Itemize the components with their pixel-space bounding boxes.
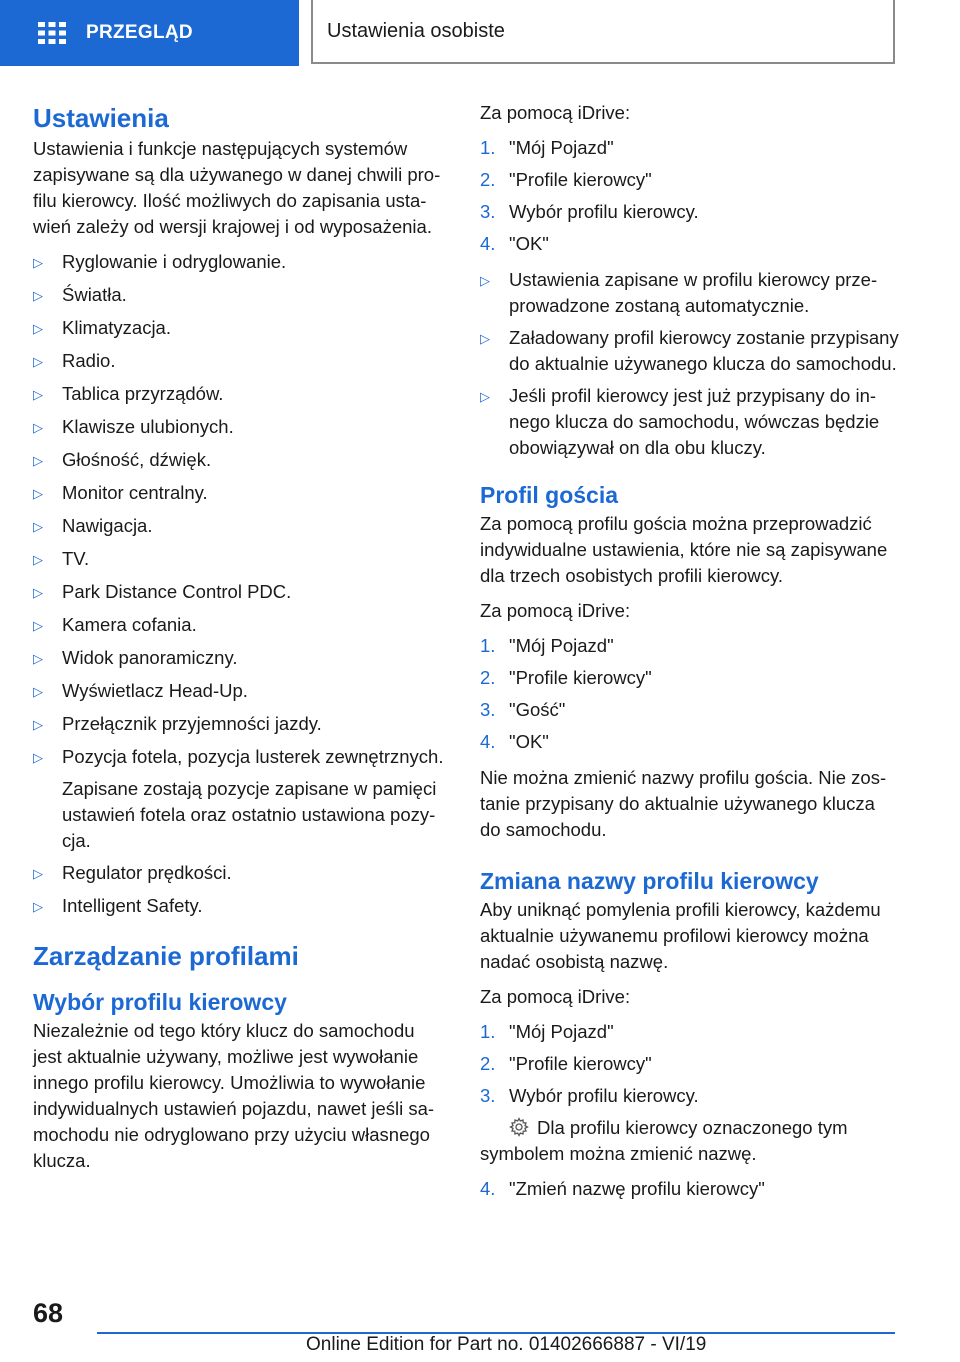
settings-bullet-list [33,249,448,920]
bullet-text [62,744,448,854]
triangle-bullet-icon: ▷ [33,717,43,732]
paragraph-settings: Ustawienia i funkcje następujących systemów zapisywane są dla używanego w danej chwili profilu kierowcy. Ilość możliwych do zapisania ustawień zależy od wersji krajowej i od wyposażenia. [33,138,441,237]
heading-profile-management: Zarządzanie profilami [33,941,299,971]
bullet-text [62,513,448,540]
triangle-bullet-icon: ▷ [33,618,43,633]
triangle-bullet-icon: ▷ [480,331,490,346]
left-column [33,100,448,1183]
result-bullet-list [480,267,900,461]
step-number: 3. [480,1085,496,1106]
triangle-bullet-icon: ▷ [33,486,43,501]
step-number: 2. [480,1053,496,1074]
step-item [480,633,900,659]
page-number: 68 [33,1298,64,1328]
heading-settings: Ustawienia [33,103,169,133]
bullet-text [62,711,448,738]
triangle-bullet-icon: ▷ [33,288,43,303]
step-item [480,199,900,225]
section-title: Ustawienia osobiste [327,19,505,42]
section-title-tab[interactable] [311,0,895,64]
bullet-item [33,414,448,441]
bullet-item [33,678,448,705]
triangle-bullet-icon: ▷ [33,866,43,881]
step-text: "Profile kierowcy" [509,667,652,688]
triangle-bullet-icon: ▷ [33,519,43,534]
bullet-item [33,711,448,738]
triangle-bullet-icon: ▷ [33,420,43,435]
step-text: "OK" [509,731,549,752]
step-text: Wybór profilu kierowcy. [509,1085,699,1106]
bullet-text [62,249,448,276]
bullet-text [62,546,448,573]
step-number: 4. [480,233,496,254]
bullet-item [33,860,448,887]
gear-icon [509,1117,529,1137]
bullet-text-main: Monitor centralny. [62,482,208,503]
bullet-text [62,612,448,639]
bullet-text-main: Nawigacja. [62,515,153,536]
step-text: "Gość" [509,699,566,720]
step-text: "OK" [509,233,549,254]
bullet-text-main: Regulator prędkości. [62,862,232,883]
bullet-text [62,348,448,375]
bullet-text [62,414,448,441]
triangle-bullet-icon: ▷ [33,255,43,270]
bullet-text [62,860,448,887]
bullet-text [62,893,448,920]
step-item [480,1176,900,1202]
bullet-text [62,645,448,672]
bullet-item [480,383,900,461]
bullet-text-main: Tablica przyrządów. [62,383,224,404]
right-column [480,100,900,1212]
bullet-text-main: Widok panoramiczny. [62,647,238,668]
bullet-text [62,381,448,408]
idrive-intro-1: Za pomocą iDrive: [480,102,631,123]
triangle-bullet-icon: ▷ [33,899,43,914]
step-item [480,697,900,723]
step-item [480,1083,900,1109]
triangle-bullet-icon: ▷ [33,750,43,765]
gear-note-text: Dla profilu kierowcy oznaczonego tym symbolem można zmienić nazwę. [480,1117,848,1164]
triangle-bullet-icon: ▷ [33,684,43,699]
triangle-bullet-icon: ▷ [33,585,43,600]
bullet-text [509,267,900,319]
step-number: 2. [480,667,496,688]
bullet-text-main: Przełącznik przyjemności jazdy. [62,713,322,734]
bullet-text-main: TV. [62,548,90,569]
bullet-text-main: Radio. [62,350,116,371]
step-item [480,1019,900,1045]
bullet-text-main: Klawisze ulubionych. [62,416,234,437]
step-list-2 [480,633,900,755]
step-number: 4. [480,731,496,752]
bullet-text-main: Klimatyzacja. [62,317,171,338]
step-item [480,135,900,161]
bullet-item [33,249,448,276]
bullet-text-main: Załadowany profil kierowcy zostanie przypisany do aktualnie używanego klucza do samochodu. [509,327,899,374]
step-text: "Mój Pojazd" [509,1021,614,1042]
triangle-bullet-icon: ▷ [33,651,43,666]
step-list-3-final [480,1176,900,1202]
bullet-item [33,480,448,507]
overview-tab-label: PRZEGLĄD [86,22,193,43]
bullet-item [33,744,448,854]
top-bar [0,0,960,66]
bullet-item [33,645,448,672]
paragraph-guest-note: Nie można zmienić nazwy profilu gościa. Nie zostanie przypisany do aktualnie używanego klucza do samochodu. [480,767,887,840]
triangle-bullet-icon: ▷ [480,273,490,288]
paragraph-select-profile: Niezależnie od tego który klucz do samochodu jest aktualnie używany, możliwe jest wywołanie innego profilu kierowcy. Umożliwia to wywołanie indywidualnych ustawień pojazdu, nawet jeśli samochodu nie odryglowano przy użyciu własnego klucza. [33,1020,435,1171]
triangle-bullet-icon: ▷ [480,389,490,404]
step-number: 4. [480,1178,496,1199]
bullet-item [33,612,448,639]
step-item [480,1051,900,1077]
step-list-1 [480,135,900,257]
bullet-text-main: Ustawienia zapisane w profilu kierowcy przeprowadzone zostaną automatycznie. [509,269,878,316]
bullet-text-main: Jeśli profil kierowcy jest już przypisany do innego klucza do samochodu, wówczas będzie obowiązywał on dla obu kluczy. [509,385,880,458]
bullet-text-main: Wyświetlacz Head-Up. [62,680,248,701]
heading-select-profile: Wybór profilu kierowcy [33,989,287,1015]
triangle-bullet-icon: ▷ [33,321,43,336]
bullet-text-main: Ryglowanie i odryglowanie. [62,251,287,272]
triangle-bullet-icon: ▷ [33,387,43,402]
step-text: "Mój Pojazd" [509,137,614,158]
bullet-item [480,267,900,319]
step-text: "Zmień nazwę profilu kierowcy" [509,1178,765,1199]
bullet-text [509,383,900,461]
step-item [480,665,900,691]
step-item [480,729,900,755]
bullet-item [33,381,448,408]
idrive-intro-3: Za pomocą iDrive: [480,986,631,1007]
triangle-bullet-icon: ▷ [33,552,43,567]
bullet-text [62,282,448,309]
step-number: 3. [480,699,496,720]
bullet-item [33,546,448,573]
bullet-text-main: Światła. [62,284,127,305]
edition-note: Online Edition for Part no. 01402666887 - VI/19 [306,1334,707,1355]
bullet-text [62,447,448,474]
heading-rename-profile: Zmiana nazwy profilu kierowcy [480,868,819,894]
bullet-text [62,678,448,705]
step-item [480,167,900,193]
footer [0,1290,960,1362]
step-text: "Profile kierowcy" [509,169,652,190]
paragraph-rename-profile: Aby uniknąć pomylenia profili kierowcy, każdemu aktualnie używanemu profilowi kierowcy można nadać osobistą nazwę. [480,899,881,972]
bullet-text [62,579,448,606]
bullet-text-main: Intelligent Safety. [62,895,203,916]
step-number: 1. [480,137,496,158]
bullet-item [480,325,900,377]
step-text: Wybór profilu kierowcy. [509,201,699,222]
step-text: "Profile kierowcy" [509,1053,652,1074]
bullet-item [33,282,448,309]
gear-note [480,1115,900,1167]
bullet-text [62,315,448,342]
bullet-text-main: Pozycja fotela, pozycja lusterek zewnętrznych. [62,746,444,767]
bullet-text [62,480,448,507]
bullet-text-main: Kamera cofania. [62,614,197,635]
step-text: "Mój Pojazd" [509,635,614,656]
grid-menu-icon [38,22,66,44]
heading-guest-profile: Profil gościa [480,482,619,508]
bullet-item [33,348,448,375]
paragraph-guest-profile: Za pomocą profilu gościa można przeprowadzić indywidualne ustawienia, które nie są zapisywane dla trzech osobistych profili kierowcy. [480,513,888,586]
bullet-text-main: Park Distance Control PDC. [62,581,292,602]
step-item [480,231,900,257]
bullet-subtext: Zapisane zostają pozycje zapisane w pamięci ustawień fotela oraz ostatnio ustawiona pozycja. [62,778,437,851]
step-number: 2. [480,169,496,190]
bullet-item [33,513,448,540]
step-number: 1. [480,635,496,656]
overview-tab[interactable] [0,0,299,66]
bullet-item [33,893,448,920]
triangle-bullet-icon: ▷ [33,354,43,369]
bullet-item [33,579,448,606]
bullet-text-main: Głośność, dźwięk. [62,449,212,470]
step-number: 1. [480,1021,496,1042]
triangle-bullet-icon: ▷ [33,453,43,468]
step-list-3 [480,1019,900,1109]
idrive-intro-2: Za pomocą iDrive: [480,600,631,621]
step-number: 3. [480,201,496,222]
bullet-item [33,447,448,474]
bullet-item [33,315,448,342]
bullet-text [509,325,900,377]
